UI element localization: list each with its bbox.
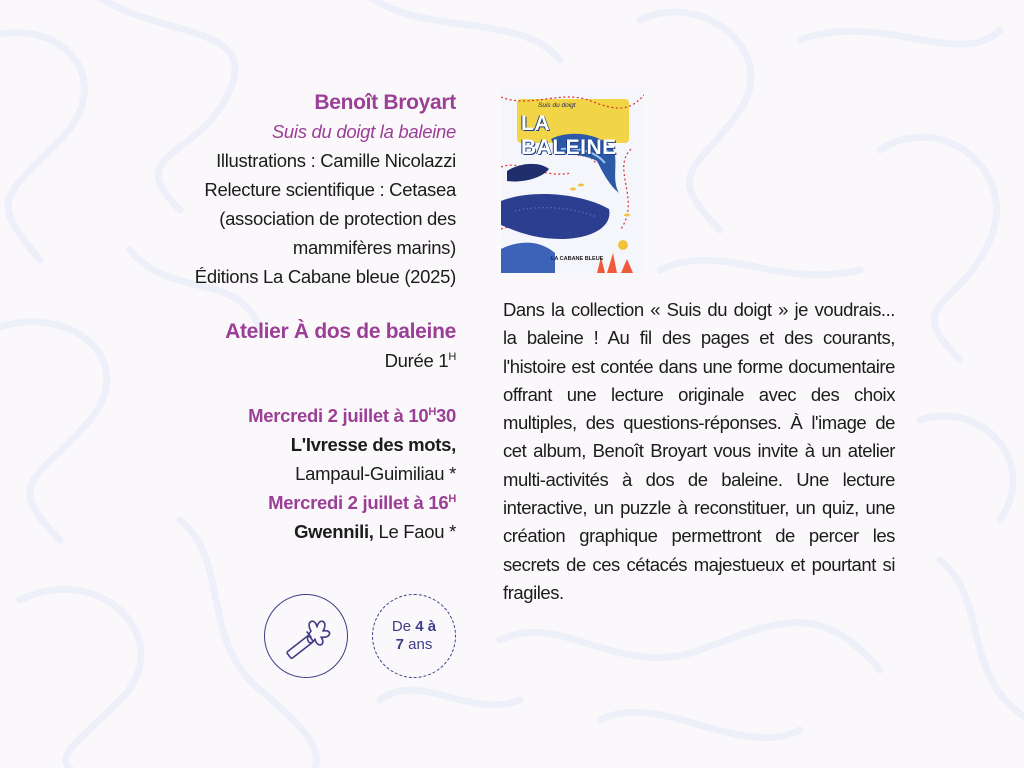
author-name: Benoît Broyart	[314, 91, 456, 114]
workshop-description: Dans la collection « Suis du doigt » je voudrais... la baleine ! Au fil des pages et des courants, l'histoire est contée dans une forme documentaire offrant une lecture originale avec des choix multiples, des questions-réponses. À l'image de cet album, Benoît Broyart vous invite à un atelier multi-activités à dos de baleine. Une lecture interactive, un puzzle à reconstituer, un quiz, une création graphique permettront de percer les secrets de ces cétacés majestueux et pourtant si fragiles.	[503, 299, 895, 603]
scientific-review-line-2: (association de protection des	[219, 208, 456, 229]
session-1-venue: L'Ivresse des mots,	[290, 434, 456, 455]
activity-badge	[264, 594, 348, 678]
illustrator-credit: Illustrations : Camille Nicolazzi	[216, 150, 456, 171]
workshop-duration: Durée $1^H$	[384, 350, 456, 371]
event-info-column	[150, 88, 456, 546]
book-title: Suis du doigt la baleine	[271, 121, 456, 142]
session-1-city: Lampaul-Guimiliau *	[295, 463, 456, 484]
cover-series-label: Suis du doigt	[538, 102, 576, 109]
book-cover	[501, 89, 644, 273]
publisher-credit: Éditions La Cabane bleue (2025)	[194, 266, 456, 287]
workshop-icons	[264, 594, 464, 684]
session-2-location: Gwennili, Le Faou *	[294, 521, 456, 542]
session-2-date: Mercredi 2 juillet à $16^H$	[268, 492, 456, 513]
cover-title: LA BALEINE	[521, 112, 617, 159]
scientific-review-line-3: mammifères marins)	[292, 237, 456, 258]
cover-publisher: LA CABANE BLEUE	[551, 256, 604, 262]
session-1-date: Mercredi 2 juillet à $10^H30$	[248, 405, 456, 426]
scientific-review-line-1: Relecture scientifique : Cetasea	[204, 179, 456, 200]
magic-wand-icon	[265, 595, 349, 679]
age-range-badge: De 4 à 7 ans	[372, 594, 456, 678]
workshop-title: Atelier À dos de baleine	[225, 320, 456, 343]
